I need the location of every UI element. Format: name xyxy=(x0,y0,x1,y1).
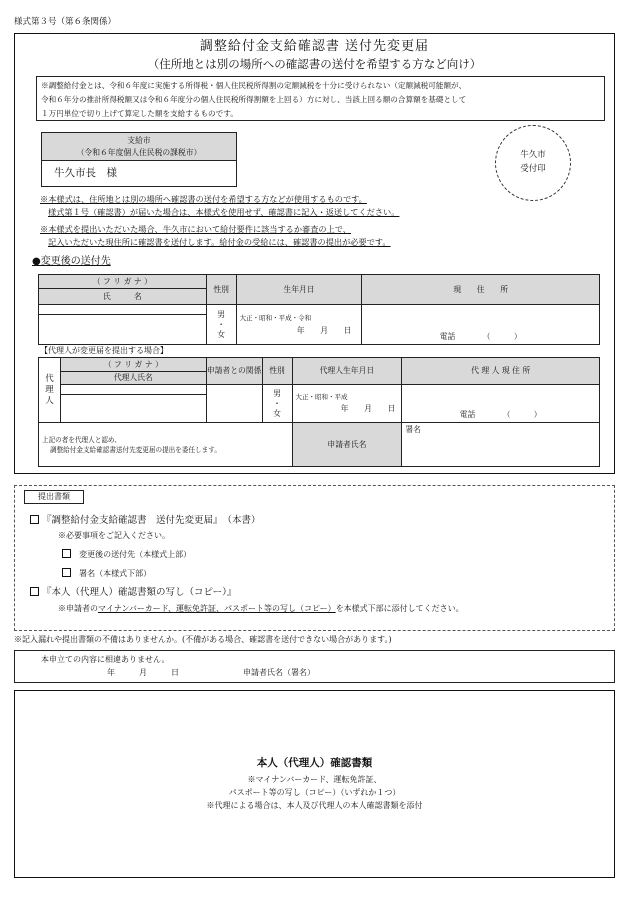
form-number: 様式第３号（第６条関係） xyxy=(14,17,117,27)
rep-heading: 【代理人が変更届を提出する場合】 xyxy=(40,346,168,355)
rep-phone-label: 電話 （ ） xyxy=(459,410,542,420)
representative-table xyxy=(38,357,600,467)
applicant-name-label: 申請者氏名 xyxy=(292,423,402,467)
documents-label: 提出書類 xyxy=(24,490,84,504)
stamp-line: 牛久市 xyxy=(520,150,546,160)
doc-sub-signature: 署名（本様式下部） xyxy=(62,568,151,579)
rep-furigana-header: （ フ リ ガ ナ ） xyxy=(60,358,206,372)
relation-input[interactable] xyxy=(206,385,262,423)
form-title: 調整給付金支給確認書 送付先変更届 xyxy=(199,39,430,54)
sub-address-checkbox[interactable] xyxy=(62,549,71,558)
note-line: 令和６年分の推計所得税額又は令和６年度分の個人住民税所得割額を上回る）方に対し、当該上回る額の合算額を基礎として xyxy=(41,95,467,104)
id-box-title: 本人（代理人）確認書類 xyxy=(256,757,373,769)
id-box-line: パスポート等の写し（コピー）（いずれか１つ） xyxy=(228,788,401,797)
warning-text: ※記入漏れや提出書類の不備はありませんか。(不備がある場合、確認書を送付できない場合があります。) xyxy=(14,635,392,644)
birthdate-input[interactable]: 大正・昭和・平成・令和 年 月 日 xyxy=(236,305,362,345)
rep-gender-choice[interactable]: 男 ・ 女 xyxy=(262,385,292,423)
applicant-signature-input[interactable]: 署名 xyxy=(402,423,600,467)
rep-side-label: 代 理 人 xyxy=(39,358,61,423)
id-box-line: ※マイナンバーカード、運転免許証、 xyxy=(247,775,382,784)
doc-item-id-copy: 『本人（代理人）確認書類の写し（コピー）』 xyxy=(30,587,236,599)
gender-header: 性別 xyxy=(206,275,236,305)
confirmation-date-signature: 年 月 日 申請者氏名（署名） xyxy=(107,668,315,677)
name-header: 氏 名 xyxy=(39,289,207,305)
confirmation-box[interactable] xyxy=(14,650,615,683)
relation-header: 申請者との関係 xyxy=(206,358,262,385)
id-document-attachment-area[interactable] xyxy=(14,690,615,878)
furigana-header: （ フ リ ガ ナ ） xyxy=(39,275,207,289)
doc-id-checkbox[interactable] xyxy=(30,587,39,596)
city-box-header xyxy=(42,133,236,161)
doc-form-checkbox[interactable] xyxy=(30,515,39,524)
city-mayor-name: 牛久市長 様 xyxy=(54,167,117,179)
rep-address-input[interactable] xyxy=(402,385,600,423)
explanation-note xyxy=(36,76,605,121)
gender-choice[interactable]: 男 ・ 女 xyxy=(206,305,236,345)
birthdate-header: 生年月日 xyxy=(236,275,362,305)
doc-form-note: ※必要事項をご記入ください。 xyxy=(58,531,170,540)
note-line: ※調整給付金とは、令和６年度に実施する所得税・個人住民税所得割の定額減税を十分に受けられない（定額減税可能額が、 xyxy=(41,81,467,90)
note-line: １万円単位で切り上げて算定した額を支給するものです。 xyxy=(41,109,238,118)
phone-label: 電話 （ ） xyxy=(439,332,522,342)
form-subtitle: （住所地とは別の場所への確認書の送付を希望する方など向け） xyxy=(147,57,482,71)
rep-gender-header: 性別 xyxy=(262,358,292,385)
doc-sub-address: 変更後の送付先（本様式上部） xyxy=(62,549,191,560)
rep-name-input[interactable] xyxy=(60,395,206,423)
id-box-line: ※代理による場合は、本人及び代理人の本人確認書類を添付 xyxy=(206,801,423,810)
reception-stamp-area xyxy=(495,125,571,201)
rep-birthdate-input[interactable]: 大正・昭和・平成 年 月 日 xyxy=(292,385,402,423)
section-title: ●変更後の送付先 xyxy=(32,256,111,267)
name-input[interactable] xyxy=(39,315,207,345)
sub-signature-checkbox[interactable] xyxy=(62,568,71,577)
confirmation-statement: 本申立ての内容に相違ありません。 xyxy=(41,655,170,664)
notice-line: ※本様式は、住所地とは別の場所へ確認書の送付を希望する方などが使用するものです。 xyxy=(40,194,367,204)
notice-line: 記入いただいた現住所に確認書を送付します。給付金の受給には、確認書の提出が必要です。 xyxy=(48,237,391,247)
city-label: 支給市 xyxy=(127,136,151,145)
stamp-line: 受付印 xyxy=(520,164,546,174)
doc-item-form: 『調整給付金支給確認書 送付先変更届』 （本書） xyxy=(30,515,261,527)
notice-line: 様式第１号（確認書）が届いた場合は、本様式を使用せず、確認書に記入・返送してください。 xyxy=(48,207,400,217)
city-box xyxy=(41,132,237,187)
doc-id-note: ※申請者のマイナンバーカード、運転免許証、パスポート等の写し（コピー）を本様式下部に添付してください。 xyxy=(58,604,464,613)
applicant-table xyxy=(38,274,600,345)
address-header: 現 住 所 xyxy=(362,275,600,305)
notice-line: ※本様式を提出いただいた場合、牛久市において給付要件に該当するか審査の上で、 xyxy=(40,224,351,234)
rep-furigana-input[interactable] xyxy=(60,385,206,395)
rep-name-header: 代理人氏名 xyxy=(60,372,206,385)
rep-address-header: 代 理 人 現 住 所 xyxy=(402,358,600,385)
delegation-statement: 上記の者を代理人と認め、 調整給付金支給確認書送付先変更届の提出を委任します。 xyxy=(39,423,293,467)
furigana-input[interactable] xyxy=(39,305,207,315)
address-input[interactable] xyxy=(362,305,600,345)
rep-birthdate-header: 代理人生年月日 xyxy=(292,358,402,385)
city-label-detail: （令和６年度個人住民税の課税市） xyxy=(76,148,202,157)
